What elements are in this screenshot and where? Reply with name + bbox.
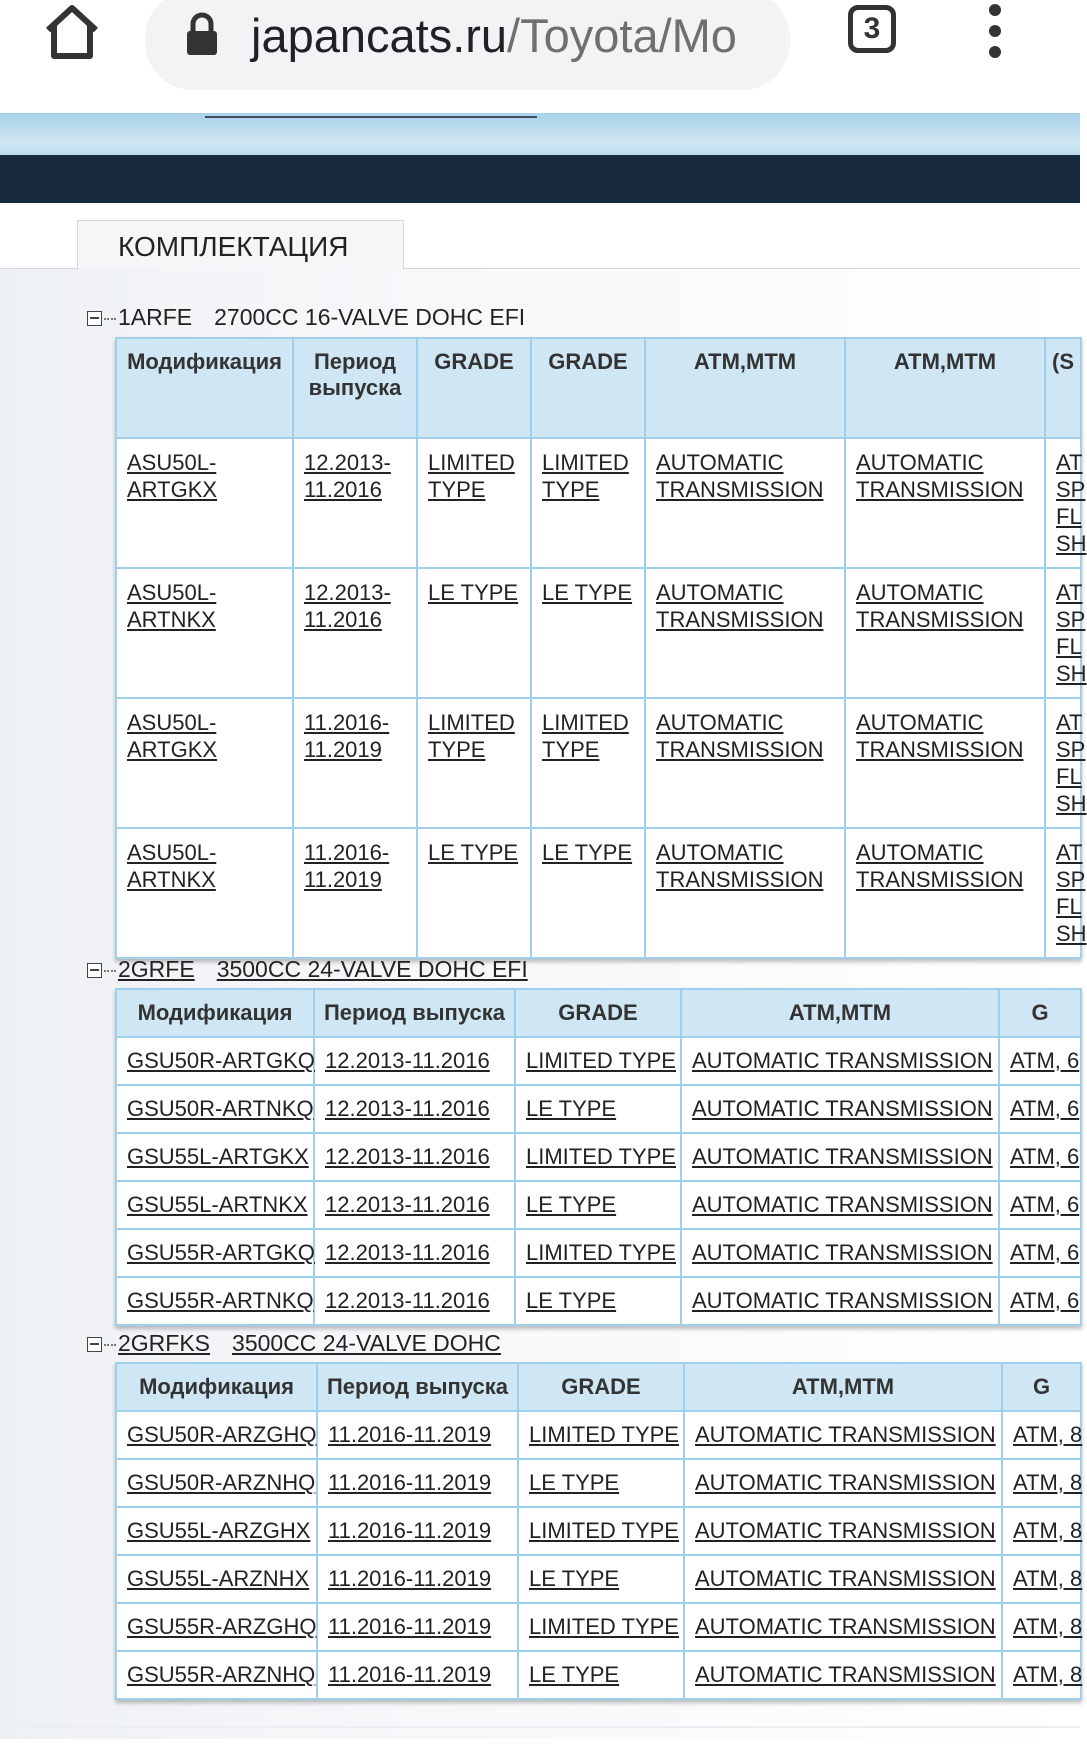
- table-cell: [314, 1085, 515, 1133]
- cell-link[interactable]: 11.2016-11.2019: [328, 1566, 492, 1591]
- cell-link[interactable]: ATM, 6: [1010, 1288, 1080, 1313]
- cell-link[interactable]: LIMITED TYPE: [529, 1422, 679, 1447]
- cell-link[interactable]: AUTOMATIC TRANSMISSION: [692, 1192, 993, 1217]
- table-row: [116, 1085, 1081, 1133]
- cell-link[interactable]: LE TYPE: [529, 1662, 620, 1687]
- cell-link[interactable]: AUTOMATIC TRANSMISSION: [692, 1096, 993, 1121]
- table-cell: [116, 1555, 317, 1603]
- table-cell: [116, 698, 293, 828]
- table-cell: [999, 1181, 1081, 1229]
- table-header: [116, 989, 1081, 1037]
- table-cell: [999, 1229, 1081, 1277]
- table-row: [116, 568, 1081, 698]
- header-row: [116, 338, 1081, 438]
- cell-link[interactable]: AT SP FL SH: [1056, 710, 1087, 816]
- column-header: G: [999, 989, 1081, 1037]
- cell-link[interactable]: 12.2013-11.2016: [325, 1144, 490, 1169]
- browser-toolbar: [0, 0, 1080, 113]
- cell-link[interactable]: LE TYPE: [529, 1566, 620, 1591]
- engine-code[interactable]: 2GRFKS: [118, 1330, 211, 1356]
- table-cell: [116, 438, 293, 568]
- table-cell: [293, 568, 417, 698]
- cell-link[interactable]: GSU55L-ARZGHX: [127, 1518, 311, 1543]
- equipment-table: [115, 1362, 1082, 1700]
- table-header: [116, 338, 1081, 438]
- site-header-band: [0, 113, 1080, 155]
- table-row: [116, 1277, 1081, 1325]
- table-cell: [1002, 1411, 1081, 1459]
- column-header: Период выпуска: [314, 989, 515, 1037]
- cell-link[interactable]: ATM, 8: [1013, 1422, 1083, 1447]
- cell-link[interactable]: AUTOMATIC TRANSMISSION: [695, 1614, 996, 1639]
- header-row: [116, 1363, 1081, 1411]
- tree-connector: [104, 970, 116, 972]
- section-header: [87, 952, 528, 986]
- cell-link[interactable]: ATM, 6: [1010, 1048, 1080, 1073]
- cell-link[interactable]: GSU50R-ARZNHQ: [127, 1470, 316, 1495]
- table-cell: [999, 1277, 1081, 1325]
- table-cell: [116, 1459, 317, 1507]
- table-cell: [684, 1459, 1002, 1507]
- cell-link[interactable]: AUTOMATIC TRANSMISSION: [856, 580, 1024, 632]
- cell-link[interactable]: 11.2016-11.2019: [304, 710, 390, 762]
- table-cell: [116, 1277, 314, 1325]
- cell-link[interactable]: ASU50L-ARTGKX: [127, 450, 218, 502]
- cell-link[interactable]: LE TYPE: [428, 840, 519, 865]
- table-cell: [1045, 568, 1087, 698]
- table-body: [116, 1411, 1081, 1699]
- table-cell: [999, 1085, 1081, 1133]
- cell-link[interactable]: GSU55L-ARTNKX: [127, 1192, 308, 1217]
- nav-link-underline: [205, 116, 537, 118]
- cell-link[interactable]: ATM, 6: [1010, 1096, 1080, 1121]
- table-cell: [684, 1651, 1002, 1699]
- table-cell: [518, 1411, 684, 1459]
- column-header: Период выпуска: [317, 1363, 518, 1411]
- cell-link[interactable]: AUTOMATIC TRANSMISSION: [692, 1048, 993, 1073]
- cell-link[interactable]: ATM, 8: [1013, 1518, 1083, 1543]
- section-header: [87, 300, 525, 334]
- cell-link[interactable]: LIMITED TYPE: [529, 1614, 679, 1639]
- cell-link[interactable]: AUTOMATIC TRANSMISSION: [856, 450, 1024, 502]
- url-path: /Toyota/Mo: [507, 9, 737, 62]
- table-cell: [681, 1085, 999, 1133]
- cell-link[interactable]: AUTOMATIC TRANSMISSION: [656, 710, 824, 762]
- cell-link[interactable]: 11.2016-11.2019: [328, 1422, 492, 1447]
- table-cell: [681, 1277, 999, 1325]
- equipment-table: [115, 988, 1082, 1326]
- cell-link[interactable]: GSU50R-ARZGHQ: [127, 1422, 317, 1447]
- table-cell: [531, 828, 645, 958]
- table-header: [116, 1363, 1081, 1411]
- table-cell: [116, 1603, 317, 1651]
- cell-link[interactable]: AUTOMATIC TRANSMISSION: [695, 1518, 996, 1543]
- cell-link[interactable]: LIMITED TYPE: [428, 710, 515, 762]
- cell-link[interactable]: GSU55L-ARZNHX: [127, 1566, 310, 1591]
- cell-link[interactable]: 11.2016-11.2019: [328, 1662, 492, 1687]
- cell-link[interactable]: GSU55R-ARTGKQ: [127, 1240, 315, 1265]
- cell-link[interactable]: AUTOMATIC TRANSMISSION: [856, 710, 1024, 762]
- cell-link[interactable]: AUTOMATIC TRANSMISSION: [692, 1240, 993, 1265]
- tree-connector: [104, 318, 116, 320]
- table-cell: [417, 568, 531, 698]
- table-cell: [116, 1085, 314, 1133]
- cell-link[interactable]: AUTOMATIC TRANSMISSION: [695, 1470, 996, 1495]
- column-header: ATM,MTM: [681, 989, 999, 1037]
- cell-link[interactable]: LE TYPE: [542, 840, 633, 865]
- table-cell: [515, 1229, 681, 1277]
- lock-icon: [185, 12, 219, 56]
- table-row: [116, 1507, 1081, 1555]
- cell-link[interactable]: AUTOMATIC TRANSMISSION: [695, 1662, 996, 1687]
- collapse-icon[interactable]: [87, 1337, 102, 1352]
- table-cell: [681, 1229, 999, 1277]
- table-cell: [1045, 438, 1087, 568]
- cell-link[interactable]: AUTOMATIC TRANSMISSION: [692, 1144, 993, 1169]
- table-cell: [417, 438, 531, 568]
- cell-link[interactable]: LIMITED TYPE: [526, 1144, 676, 1169]
- table-cell: [116, 1507, 317, 1555]
- table-cell: [1002, 1507, 1081, 1555]
- cell-link[interactable]: GSU55L-ARTGKX: [127, 1144, 309, 1169]
- cell-link[interactable]: LIMITED TYPE: [428, 450, 515, 502]
- table-cell: [645, 438, 845, 568]
- url-host: japancats.ru: [251, 9, 508, 62]
- cell-link[interactable]: 11.2016-11.2019: [328, 1614, 492, 1639]
- site-nav-bar: [0, 155, 1080, 203]
- table-cell: [116, 1133, 314, 1181]
- table-cell: [417, 698, 531, 828]
- engine-spec[interactable]: 3500CC 24-VALVE DOHC EFI: [216, 956, 528, 982]
- table-cell: [116, 1411, 317, 1459]
- equipment-table: [115, 337, 1087, 959]
- table-cell: [116, 828, 293, 958]
- table-cell: [515, 1277, 681, 1325]
- cell-link[interactable]: AUTOMATIC TRANSMISSION: [695, 1422, 996, 1447]
- page-divider: [0, 1726, 1080, 1728]
- cell-link[interactable]: LE TYPE: [526, 1288, 617, 1313]
- cell-link[interactable]: AUTOMATIC TRANSMISSION: [656, 580, 824, 632]
- table-cell: [845, 698, 1045, 828]
- cell-link[interactable]: 12.2013-11.2016: [325, 1048, 490, 1073]
- column-header: GRADE: [518, 1363, 684, 1411]
- table-cell: [845, 568, 1045, 698]
- table-row: [116, 828, 1081, 958]
- table-row: [116, 1651, 1081, 1699]
- table-row: [116, 698, 1081, 828]
- cell-link[interactable]: GSU55R-ARZGHQ: [127, 1614, 317, 1639]
- table-row: [116, 1603, 1081, 1651]
- column-header: G: [1002, 1363, 1081, 1411]
- collapse-icon[interactable]: [87, 963, 102, 978]
- cell-link[interactable]: 12.2013-11.2016: [325, 1240, 490, 1265]
- table-cell: [116, 1651, 317, 1699]
- home-icon[interactable]: [40, 2, 104, 62]
- table-cell: [317, 1411, 518, 1459]
- cell-link[interactable]: ASU50L-ARTNKX: [127, 580, 217, 632]
- table-row: [116, 1459, 1081, 1507]
- cell-link[interactable]: ATM, 8: [1013, 1566, 1083, 1591]
- table-cell: [684, 1555, 1002, 1603]
- table-cell: [1002, 1651, 1081, 1699]
- table-cell: [515, 1181, 681, 1229]
- cell-link[interactable]: 12.2013-11.2016: [325, 1288, 490, 1313]
- cell-link[interactable]: GSU55R-ARTNKQ: [127, 1288, 314, 1313]
- table-cell: [1002, 1603, 1081, 1651]
- tab-switcher-button[interactable]: 3: [848, 5, 896, 53]
- cell-link[interactable]: ATM, 6: [1010, 1240, 1080, 1265]
- cell-link[interactable]: ASU50L-ARTNKX: [127, 840, 217, 892]
- table-cell: [518, 1651, 684, 1699]
- cell-link[interactable]: 12.2013-11.2016: [304, 450, 391, 502]
- table-cell: [317, 1459, 518, 1507]
- table-cell: [1045, 698, 1087, 828]
- cell-link[interactable]: ASU50L-ARTGKX: [127, 710, 218, 762]
- table-cell: [518, 1555, 684, 1603]
- cell-link[interactable]: AT SP FL SH: [1056, 580, 1087, 686]
- cell-link[interactable]: GSU55R-ARZNHQ: [127, 1662, 316, 1687]
- table-cell: [518, 1459, 684, 1507]
- cell-link[interactable]: AUTOMATIC TRANSMISSION: [856, 840, 1024, 892]
- table-cell: [681, 1037, 999, 1085]
- table-cell: [1002, 1459, 1081, 1507]
- table-cell: [515, 1133, 681, 1181]
- tree-connector: [104, 1344, 116, 1346]
- table-row: [116, 438, 1081, 568]
- table-cell: [314, 1037, 515, 1085]
- cell-link[interactable]: AUTOMATIC TRANSMISSION: [656, 840, 824, 892]
- table-cell: [515, 1085, 681, 1133]
- column-header: Период выпуска: [293, 338, 417, 438]
- cell-link[interactable]: GSU50R-ARTGKQ: [127, 1048, 315, 1073]
- table-row: [116, 1229, 1081, 1277]
- engine-spec: 2700CC 16-VALVE DOHC EFI: [214, 304, 526, 330]
- table-cell: [1045, 828, 1087, 958]
- table-cell: [645, 828, 845, 958]
- column-header: (S: [1045, 338, 1081, 438]
- column-header: GRADE: [531, 338, 645, 438]
- column-header: ATM,MTM: [645, 338, 845, 438]
- cell-link[interactable]: LIMITED TYPE: [542, 450, 629, 502]
- cell-link[interactable]: AUTOMATIC TRANSMISSION: [656, 450, 824, 502]
- cell-link[interactable]: 11.2016-11.2019: [304, 840, 390, 892]
- cell-link[interactable]: 12.2013-11.2016: [325, 1096, 490, 1121]
- tab-equipment[interactable]: КОМПЛЕКТАЦИЯ: [77, 220, 404, 270]
- table-cell: [314, 1133, 515, 1181]
- cell-link[interactable]: LIMITED TYPE: [529, 1518, 679, 1543]
- column-header: ATM,MTM: [684, 1363, 1002, 1411]
- table-cell: [293, 698, 417, 828]
- engine-code: 1ARFE: [118, 304, 193, 330]
- cell-link[interactable]: LE TYPE: [526, 1096, 617, 1121]
- table-cell: [518, 1603, 684, 1651]
- table-row: [116, 1411, 1081, 1459]
- table-cell: [293, 828, 417, 958]
- table-cell: [999, 1037, 1081, 1085]
- table-cell: [681, 1133, 999, 1181]
- table-cell: [314, 1181, 515, 1229]
- table-cell: [116, 568, 293, 698]
- table-cell: [317, 1507, 518, 1555]
- cell-link[interactable]: ATM, 6: [1010, 1144, 1080, 1169]
- engine-spec[interactable]: 3500CC 24-VALVE DOHC: [232, 1330, 501, 1356]
- cell-link[interactable]: 11.2016-11.2019: [328, 1518, 492, 1543]
- cell-link[interactable]: ATM, 8: [1013, 1662, 1083, 1687]
- cell-link[interactable]: AUTOMATIC TRANSMISSION: [695, 1566, 996, 1591]
- table-row: [116, 1037, 1081, 1085]
- cell-link[interactable]: AUTOMATIC TRANSMISSION: [692, 1288, 993, 1313]
- cell-link[interactable]: ATM, 8: [1013, 1470, 1083, 1495]
- table-body: [116, 438, 1087, 958]
- column-header: GRADE: [417, 338, 531, 438]
- table-cell: [684, 1411, 1002, 1459]
- table-cell: [645, 568, 845, 698]
- table-cell: [116, 1037, 314, 1085]
- cell-link[interactable]: LE TYPE: [526, 1192, 617, 1217]
- column-header: Модификация: [116, 1363, 317, 1411]
- table-cell: [116, 1229, 314, 1277]
- table-row: [116, 1555, 1081, 1603]
- table-cell: [293, 438, 417, 568]
- table-cell: [999, 1133, 1081, 1181]
- engine-code[interactable]: 2GRFE: [118, 956, 195, 982]
- table-cell: [417, 828, 531, 958]
- cell-link[interactable]: AT SP FL SH: [1056, 840, 1087, 946]
- table-cell: [317, 1651, 518, 1699]
- table-cell: [515, 1037, 681, 1085]
- url-text[interactable]: [251, 6, 776, 66]
- table-cell: [1002, 1555, 1081, 1603]
- column-header: Модификация: [116, 989, 314, 1037]
- cell-link[interactable]: LE TYPE: [529, 1470, 620, 1495]
- table-cell: [116, 1181, 314, 1229]
- table-cell: [531, 438, 645, 568]
- table-cell: [684, 1507, 1002, 1555]
- table-cell: [314, 1277, 515, 1325]
- address-bar[interactable]: [145, 0, 790, 90]
- table-cell: [314, 1229, 515, 1277]
- column-header: ATM,MTM: [845, 338, 1045, 438]
- cell-link[interactable]: ATM, 6: [1010, 1192, 1080, 1217]
- cell-link[interactable]: GSU50R-ARTNKQ: [127, 1096, 314, 1121]
- overflow-menu-icon[interactable]: [980, 4, 1010, 60]
- table-cell: [317, 1555, 518, 1603]
- table-cell: [531, 698, 645, 828]
- table-cell: [845, 828, 1045, 958]
- table-cell: [645, 698, 845, 828]
- table-cell: [531, 568, 645, 698]
- cell-link[interactable]: LE TYPE: [542, 580, 633, 605]
- cell-link[interactable]: LIMITED TYPE: [542, 710, 629, 762]
- column-header: Модификация: [116, 338, 293, 438]
- cell-link[interactable]: ATM, 8: [1013, 1614, 1083, 1639]
- header-row: [116, 989, 1081, 1037]
- table-body: [116, 1037, 1081, 1325]
- cell-link[interactable]: LIMITED TYPE: [526, 1240, 676, 1265]
- collapse-icon[interactable]: [87, 311, 102, 326]
- table-row: [116, 1181, 1081, 1229]
- table-cell: [684, 1603, 1002, 1651]
- table-cell: [845, 438, 1045, 568]
- section-header: [87, 1326, 501, 1360]
- table-cell: [681, 1181, 999, 1229]
- table-row: [116, 1133, 1081, 1181]
- cell-link[interactable]: LE TYPE: [428, 580, 519, 605]
- table-cell: [518, 1507, 684, 1555]
- cell-link[interactable]: AT SP FL SH: [1056, 450, 1087, 556]
- column-header: GRADE: [515, 989, 681, 1037]
- cell-link[interactable]: 11.2016-11.2019: [328, 1470, 492, 1495]
- table-cell: [317, 1603, 518, 1651]
- cell-link[interactable]: 12.2013-11.2016: [325, 1192, 490, 1217]
- cell-link[interactable]: 12.2013-11.2016: [304, 580, 391, 632]
- cell-link[interactable]: LIMITED TYPE: [526, 1048, 676, 1073]
